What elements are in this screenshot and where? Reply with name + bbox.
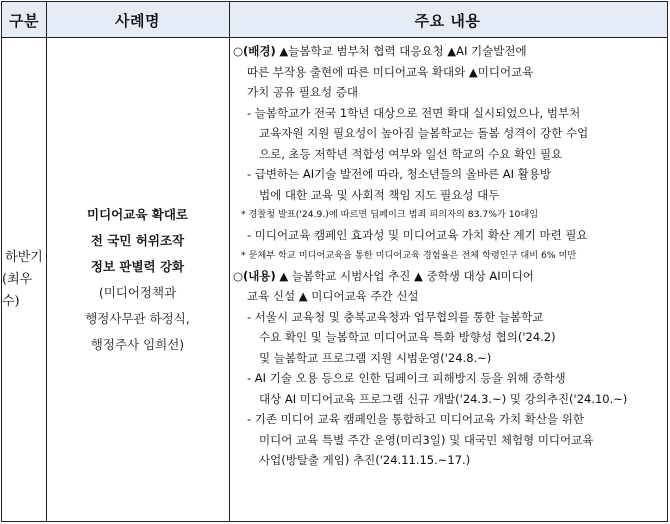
header-category: 구분: [9, 11, 39, 30]
header-case: 사례명: [115, 11, 160, 30]
content-bullet-cont: 미디어 교육 특별 주간 운영(미리3일) 및 대국민 체험형 미디어교육: [259, 432, 594, 447]
background-bullet: - 급변하는 AI기술 발전에 따라, 청소년들의 올바른 AI 활용방: [247, 167, 551, 181]
background-bullet: - 미디어교육 캠페인 효과성 및 미디어교육 가치 확산 계기 마련 필요: [247, 228, 588, 242]
case-title-line: 미디어교육 확대로: [87, 207, 188, 222]
content-bullet-cont: 사업(방탈출 게임) 추진('24.11.15.~17.): [259, 453, 471, 467]
case-title-line: 정보 판별력 강화: [90, 259, 185, 274]
case-dept-line: 행정사무관 하정식,: [85, 311, 190, 326]
background-line: 가치 공유 필요성 증대: [247, 85, 358, 99]
category-cell: [2, 39, 46, 521]
background-line: 따른 부작용 출현에 따른 미디어교육 확대와 ▲미디어교육: [247, 64, 534, 79]
content-bullet-cont: 및 늘봄학교 프로그램 지원 시범운영('24.8.~): [259, 350, 492, 365]
content-heading: ○(내용) ▲ 늘봄학교 시범사업 추진 ▲ 중학생 대상 AI미디어: [233, 268, 534, 283]
content-bullet: - 기존 미디어 교육 캠페인을 통합하고 미디어교육 가치 확산을 위한: [247, 412, 584, 426]
background-bullet: - 늘봄학교가 전국 1학년 대상으로 전면 확대 실시되었으나, 범부처: [247, 105, 581, 120]
content-bullet: - AI 기술 오용 등으로 인한 딥페이크 피해방지 등을 위해 중학생: [247, 371, 566, 385]
content-bullet-cont: 대상 AI 미디어교육 프로그램 신규 개발('24.3.~) 및 강의추진('24.10.~): [259, 391, 628, 406]
content-bullet: - 서울시 교육청 및 충북교육청과 업무협의를 통한 늘봄학교: [247, 309, 544, 324]
footnote: * 문체부 학교 미디어교육을 통한 미디어교육 경험율은 전체 학령인구 대비 6% 미만: [241, 249, 577, 261]
case-dept-line: (미디어정책과: [98, 285, 177, 300]
case-cell: [46, 39, 229, 521]
category-grade: (최우수): [2, 272, 33, 309]
case-dept-line: 행정주사 임희선): [90, 337, 185, 352]
content-line: 교육 신설 ▲ 미디어교육 주간 신설: [247, 289, 419, 303]
content-bullet-cont: 수요 확인 및 늘봄학교 미디어교육 특화 방향성 협의('24.2): [259, 330, 556, 344]
background-bullet-cont: 법에 대한 교육 및 사회적 책임 지도 필요성 대두: [259, 187, 500, 202]
summary-table: [1, 1, 668, 522]
case-title-line: 전 국민 허위조작: [90, 233, 185, 248]
content-label: ○(내용): [233, 268, 276, 283]
table-header: [2, 2, 667, 38]
header-content: 주요 내용: [414, 11, 481, 30]
background-bullet-cont: 으로, 초등 저학년 적합성 여부와 일선 학교의 수요 확인 필요: [259, 146, 563, 161]
background-heading: ○(배경) ▲늘봄학교 범부처 협력 대응요청 ▲AI 기술발전에: [233, 44, 527, 58]
category-period: 하반기: [5, 250, 43, 265]
content-cell: [229, 39, 666, 521]
background-bullet-cont: 교육자원 지원 필요성이 높아짐 늘봄학교는 돌봄 성격이 강한 수업: [259, 126, 589, 140]
footnote: * 경찰청 발표('24.9.)에 따르면 딥페이크 범죄 피의자의 83.7%가 10대임: [241, 209, 539, 220]
background-label: ○(배경): [233, 44, 276, 58]
